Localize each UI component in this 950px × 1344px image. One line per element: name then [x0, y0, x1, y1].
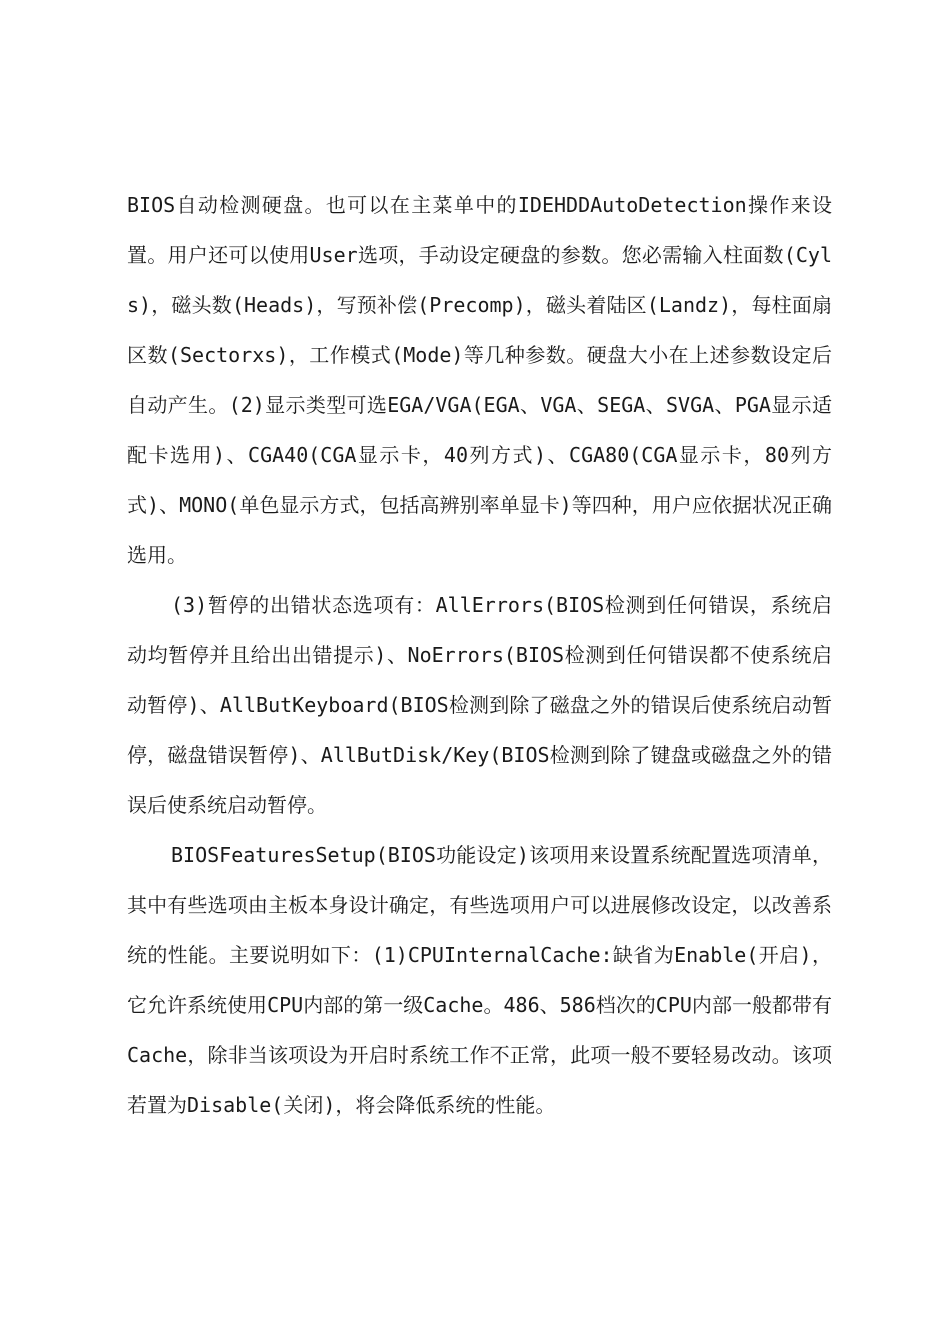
paragraph-halt-on-errors: (3)暂停的出错状态选项有：AllErrors(BIOS检测到任何错误，系统启动均暂停并且给出出错提示)、NoErrors(BIOS检测到任何错误都不使系统启动暂停)、AllButKeyboard(BIOS检测到除了磁盘之外的错误后使系统启动暂停，磁盘错误暂停)、AllButDisk/Key(BIOS检测到除了键盘或磁盘之外的错误后使系统启动暂停。 — [127, 593, 832, 817]
document-page — [127, 180, 832, 1130]
paragraph-hdd-and-display: BIOS自动检测硬盘。也可以在主菜单中的IDEHDDAutoDetection操作来设置。用户还可以使用User选项，手动设定硬盘的参数。您必需输入柱面数(Cyls)，磁头数(Heads)，写预补偿(Precomp)，磁头着陆区(Landz)，每柱面扇区数(Sectorxs)，工作模式(Mode)等几种参数。硬盘大小在上述参数设定后自动产生。(2)显示类型可选EGA/VGA(EGA、VGA、SEGA、SVGA、PGA显示适配卡选用)、CGA40(CGA显示卡，40列方式)、CGA80(CGA显示卡，80列方式)、MONO(单色显示方式，包括高辨别率单显卡)等四种，用户应依据状况正确选用。 — [127, 193, 832, 567]
paragraph-bios-features: BIOSFeaturesSetup(BIOS功能设定)该项用来设置系统配置选项清单，其中有些选项由主板本身设计确定，有些选项用户可以进展修改设定，以改善系统的性能。主要说明如下：(1)CPUInternalCache:缺省为Enable(开启)，它允许系统使用CPU内部的第一级Cache。486、586档次的CPU内部一般都带有Cache，除非当该项设为开启时系统工作不正常，此项一般不要轻易改动。该项若置为Disable(关闭)，将会降低系统的性能。 — [127, 843, 832, 1117]
